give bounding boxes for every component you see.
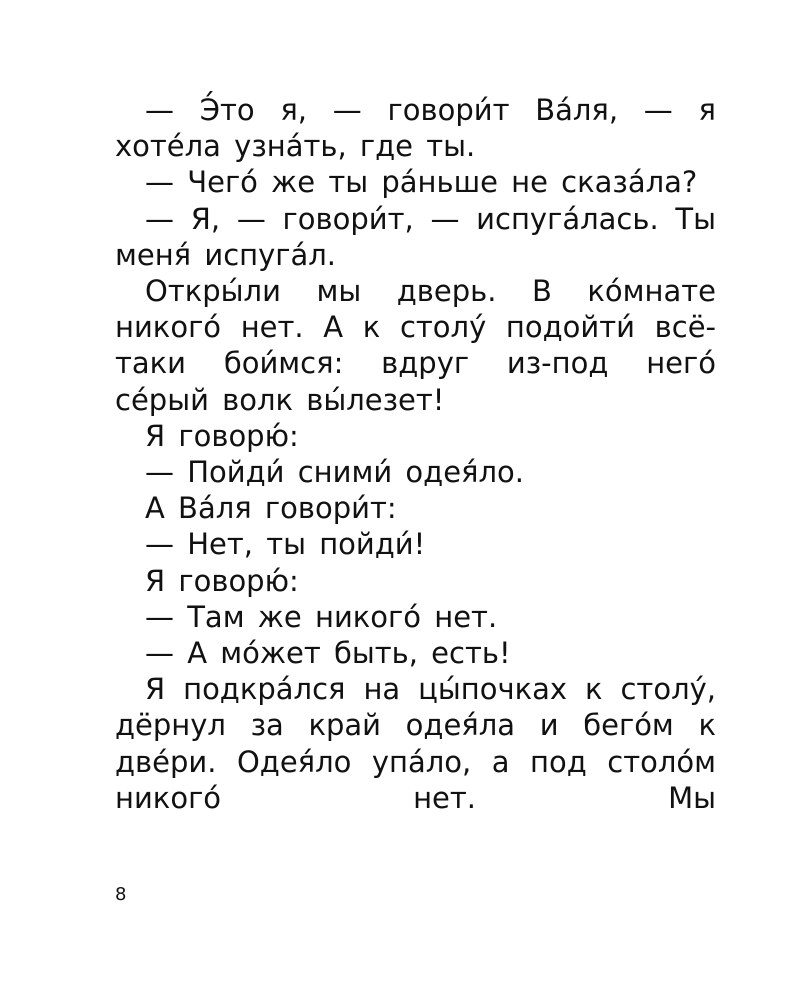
paragraph: Откры́ли мы дверь. В ко́мнате никого́ нет. А к столу́ подойти́ всё-таки бои́мся: вдруг из-под него́ се́рый волк вы́лезет! [115,274,716,417]
paragraph: Я говорю́: [145,418,299,453]
paragraph: А Ва́ля говори́т: [145,491,397,526]
paragraph: — А мо́жет быть, есть! [145,636,511,671]
story-text [115,92,716,816]
paragraph: — Там же никого́ нет. [145,599,498,634]
paragraph: Я говорю́: [145,563,299,598]
paragraph: — Нет, ты пойди́! [145,527,426,562]
paragraph: — Пойди́ сними́ одея́ло. [145,455,525,490]
paragraph: — Я, — говори́т, — испуга́лась. Ты меня́ испуга́л. [115,201,716,272]
page-number: 8 [115,884,127,905]
paragraph: Я подкра́лся на цы́почках к столу́, дёрнул за край одея́ла и бего́м к две́ри. Одея́ло упа́ло, а под столо́м никого́ нет. Мы [115,672,716,815]
paragraph: — Э́то я, — говори́т Ва́ля, — я хоте́ла узна́ть, где ты. [115,93,716,164]
paragraph: — Чего́ же ты ра́ньше не сказа́ла? [145,165,698,200]
